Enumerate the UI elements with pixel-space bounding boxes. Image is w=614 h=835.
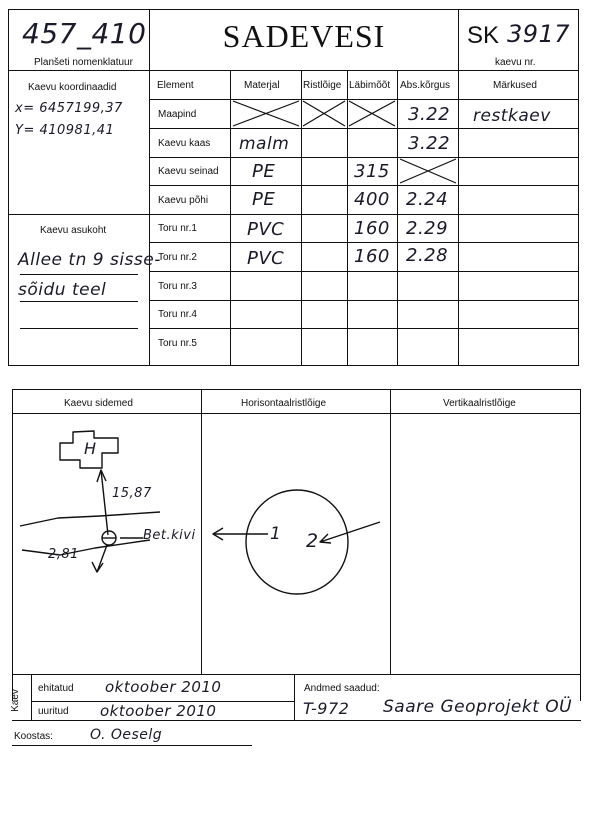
well-number: 3917 — [507, 20, 571, 48]
pipe-label: 1 — [270, 524, 282, 544]
material-value: PVC — [247, 248, 285, 269]
source-code: T-972 — [303, 699, 350, 718]
location-line-1: Allee tn 9 sisse- — [18, 250, 161, 270]
row-element: Kaevu põhi — [158, 195, 209, 206]
diameter-value: 400 — [354, 189, 390, 210]
source-company: Saare Geoprojekt OÜ — [383, 697, 573, 717]
distance-label: 2,81 — [48, 547, 79, 562]
material-value: PE — [252, 161, 276, 182]
coordinate-x: x= 6457199,37 — [15, 101, 123, 116]
abs-value: 2.29 — [406, 218, 449, 239]
diameter-value: 160 — [354, 218, 390, 239]
pipe-label: 2 — [306, 530, 319, 552]
material-value: malm — [239, 134, 290, 154]
diameter-value: 160 — [354, 246, 390, 267]
side-label: Kaev — [9, 689, 21, 712]
row-element: Toru nr.1 — [158, 223, 197, 234]
sketch-col-horizontal: Horisontaalristlõige — [241, 398, 327, 409]
header-element: Element — [157, 80, 194, 91]
sheet-label: Planšeti nomenklatuur — [34, 57, 133, 68]
diameter-value: 315 — [354, 161, 390, 182]
material-value: PVC — [247, 219, 285, 240]
header-ristloige: Ristlõige — [303, 80, 342, 91]
sheet-number: 457_410 — [22, 17, 147, 50]
well-label: kaevu nr. — [495, 57, 536, 68]
material-value: PE — [252, 189, 276, 210]
row-element: Toru nr.4 — [158, 309, 197, 320]
landmark-label: Bet.kivi — [143, 528, 196, 543]
header-markused: Märkused — [493, 80, 537, 91]
sketch-col-vertical: Vertikaalristlõige — [443, 398, 516, 409]
abs-value: 2.28 — [406, 245, 449, 266]
well-prefix: SK — [467, 22, 500, 49]
remark-value: restkaev — [473, 106, 551, 126]
row-element: Toru nr.2 — [158, 252, 197, 263]
abs-value: 3.22 — [408, 133, 451, 154]
header-abs: Abs.kõrgus — [400, 80, 451, 91]
author-label: Koostas: — [14, 731, 53, 742]
built-label: ehitatud — [38, 683, 74, 694]
source-label: Andmed saadud: — [304, 683, 380, 694]
row-element: Maapind — [158, 109, 197, 120]
built-value: oktoober 2010 — [105, 678, 222, 696]
house-letter: H — [84, 439, 97, 458]
sketch-col-ties: Kaevu sidemed — [64, 398, 133, 409]
header-labimoot: Läbimõõt — [349, 80, 391, 91]
row-element: Toru nr.3 — [158, 281, 197, 292]
row-element: Toru nr.5 — [158, 338, 197, 349]
abs-value: 2.24 — [406, 189, 449, 210]
header-materjal: Materjal — [244, 80, 280, 91]
row-element: Kaevu seinad — [158, 166, 219, 177]
abs-value: 3.22 — [408, 104, 451, 125]
surveyed-value: oktoober 2010 — [100, 702, 217, 720]
distance-label: 15,87 — [112, 486, 152, 501]
row-element: Kaevu kaas — [158, 138, 211, 149]
location-line-2: sõidu teel — [18, 280, 107, 300]
surveyed-label: uuritud — [38, 706, 69, 717]
manhole-circle — [246, 490, 348, 594]
author-value: O. Oeselg — [90, 727, 163, 743]
location-label: Kaevu asukoht — [40, 225, 107, 236]
coordinate-y: Y= 410981,41 — [15, 123, 115, 138]
page-title: SADEVESI — [222, 18, 386, 54]
coordinates-label: Kaevu koordinaadid — [28, 82, 117, 93]
